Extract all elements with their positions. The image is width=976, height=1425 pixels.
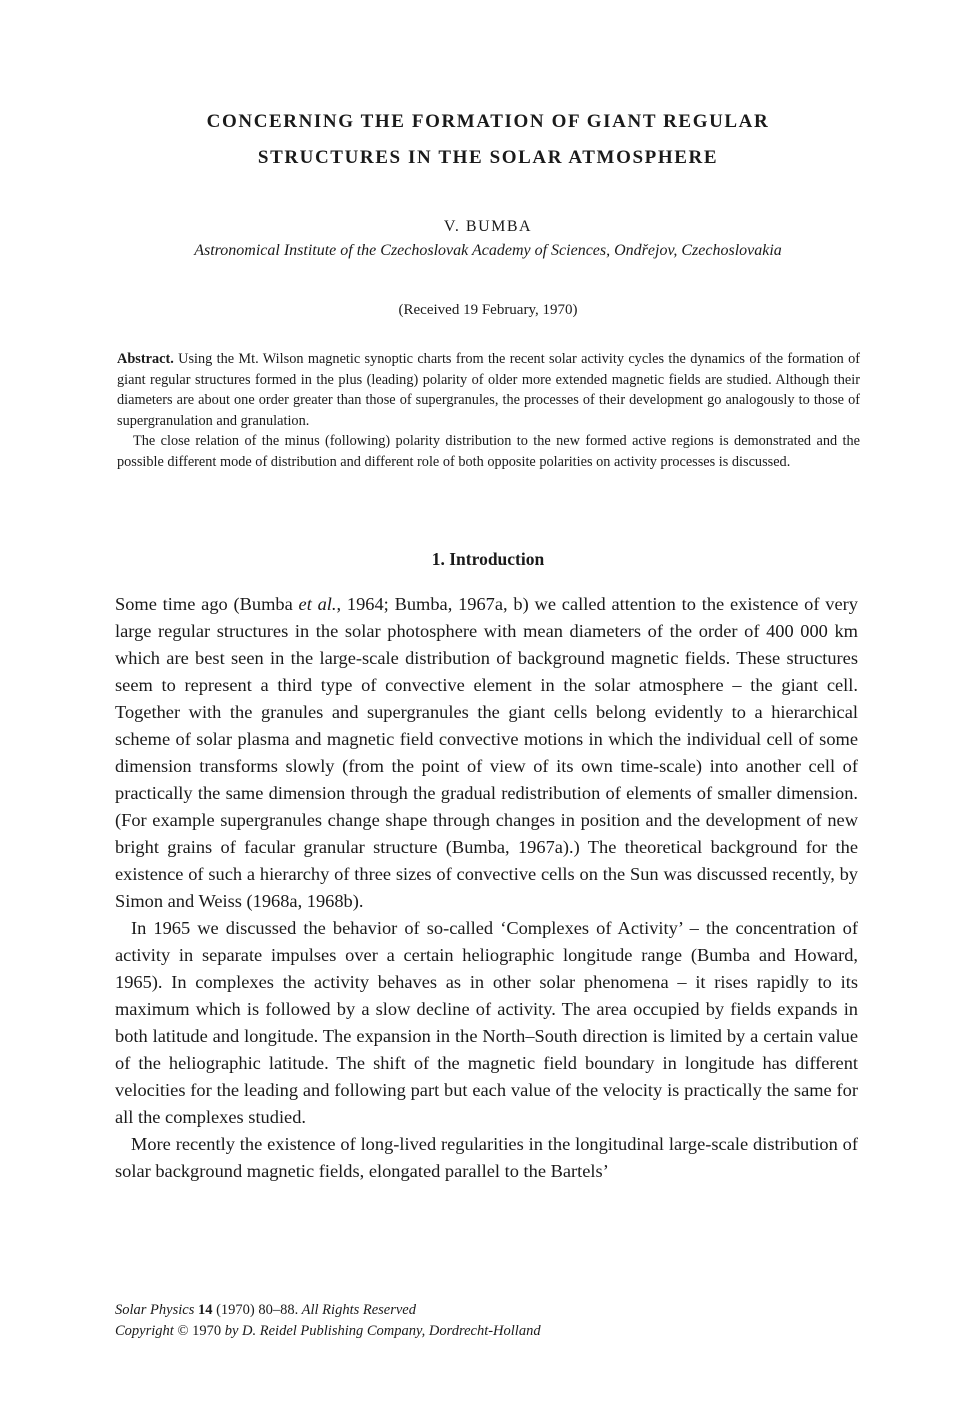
author: V. BUMBA bbox=[443, 218, 533, 235]
body-text bbox=[115, 591, 858, 1185]
abstract-paragraph-1 bbox=[117, 349, 860, 431]
journal-citation: (1970) 80–88. bbox=[216, 1302, 299, 1318]
footer-line-2 bbox=[115, 1321, 858, 1342]
abstract-label: Abstract. bbox=[117, 351, 174, 367]
p1-etal: et al. bbox=[298, 594, 337, 614]
body-paragraph-1 bbox=[115, 591, 858, 915]
abstract bbox=[117, 349, 860, 473]
footer bbox=[115, 1300, 858, 1342]
title-line-1: CONCERNING THE FORMATION OF GIANT REGULAR bbox=[206, 111, 770, 132]
body-paragraph-2: In 1965 we discussed the behavior of so-called ‘Complexes of Activity’ – the concentration of activity in separate impulses over a certain heliographic longitude range (Bumba and Howard, 1965). In complexes the activity behaves as in other solar phenomena – it rises rapidly to its maximum which is followed by a slow decline of activity. The area occupied by fields expands in both latitude and longitude. The expansion in the North–South direction is limited by a certain value of the heliographic latitude. The shift of the magnetic field boundary in longitude has different velocities for the leading and following part but each value of the velocity is practically the same for all the complexes studied. bbox=[115, 918, 858, 1127]
abstract-text-1: Using the Mt. Wilson magnetic synoptic charts from the recent solar activity cycles the dynamics of the formation of giant regular structures formed in the plus (leading) polarity of older more extended magnetic fields are studied. Although their diameters are about one order greater than those of supergranules, the processes of their development go analogously to those of supergranulation and granulation. bbox=[117, 351, 861, 429]
copyright-year: 1970 bbox=[192, 1323, 222, 1339]
footer-line-1 bbox=[115, 1300, 858, 1321]
p1-before: Some time ago (Bumba bbox=[115, 594, 299, 614]
abstract-paragraph-2: The close relation of the minus (following) polarity distribution to the new formed active regions is demonstrated and the possible different mode of distribution and different role of both opposite polarities on activity processes is discussed. bbox=[117, 433, 860, 470]
copyright-label: Copyright bbox=[115, 1323, 174, 1339]
journal-rights: All Rights Reserved bbox=[301, 1302, 416, 1318]
publisher: by D. Reidel Publishing Company, Dordrecht-Holland bbox=[224, 1323, 541, 1339]
p1-after: , 1964; Bumba, 1967a, b) we called attention to the existence of very large regular structures in the solar photosphere with mean diameters of the order of 400 000 km which are best seen in the large-scale distribution of background magnetic fields. These structures seem to represent a third type of convective element in the solar atmosphere – the giant cell. Together with the granules and supergranules the giant cells belong evidently to a hierarchical scheme of solar plasma and magnetic field convective motions in which the individual cell of some dimension transforms slowly (from the point of view of its own time-scale) into another cell of practically the same dimension through the gradual redistribution of elements of smaller dimension. (For example supergranules change shape through changes in position and the development of new bright grains of facular granular structure (Bumba, 1967a).) The theoretical background for the existence of such a hierarchy of three sizes of convective cells on the Sun was discussed recently, by Simon and Weiss (1968a, 1968b). bbox=[115, 594, 858, 911]
body-paragraph-3: More recently the existence of long-lived regularities in the longitudinal large-scale distribution of solar background magnetic fields, elongated parallel to the Bartels’ bbox=[115, 1134, 858, 1181]
copyright-symbol: © bbox=[177, 1323, 189, 1339]
journal-name: Solar Physics bbox=[115, 1302, 195, 1318]
journal-volume: 14 bbox=[197, 1302, 213, 1318]
affiliation: Astronomical Institute of the Czechoslovak Academy of Sciences, Ondřejov, Czechoslovakia bbox=[194, 242, 782, 259]
received-date: (Received 19 February, 1970) bbox=[398, 302, 578, 318]
title-line-2: STRUCTURES IN THE SOLAR ATMOSPHERE bbox=[257, 147, 719, 168]
section-heading: 1. Introduction bbox=[431, 549, 545, 569]
